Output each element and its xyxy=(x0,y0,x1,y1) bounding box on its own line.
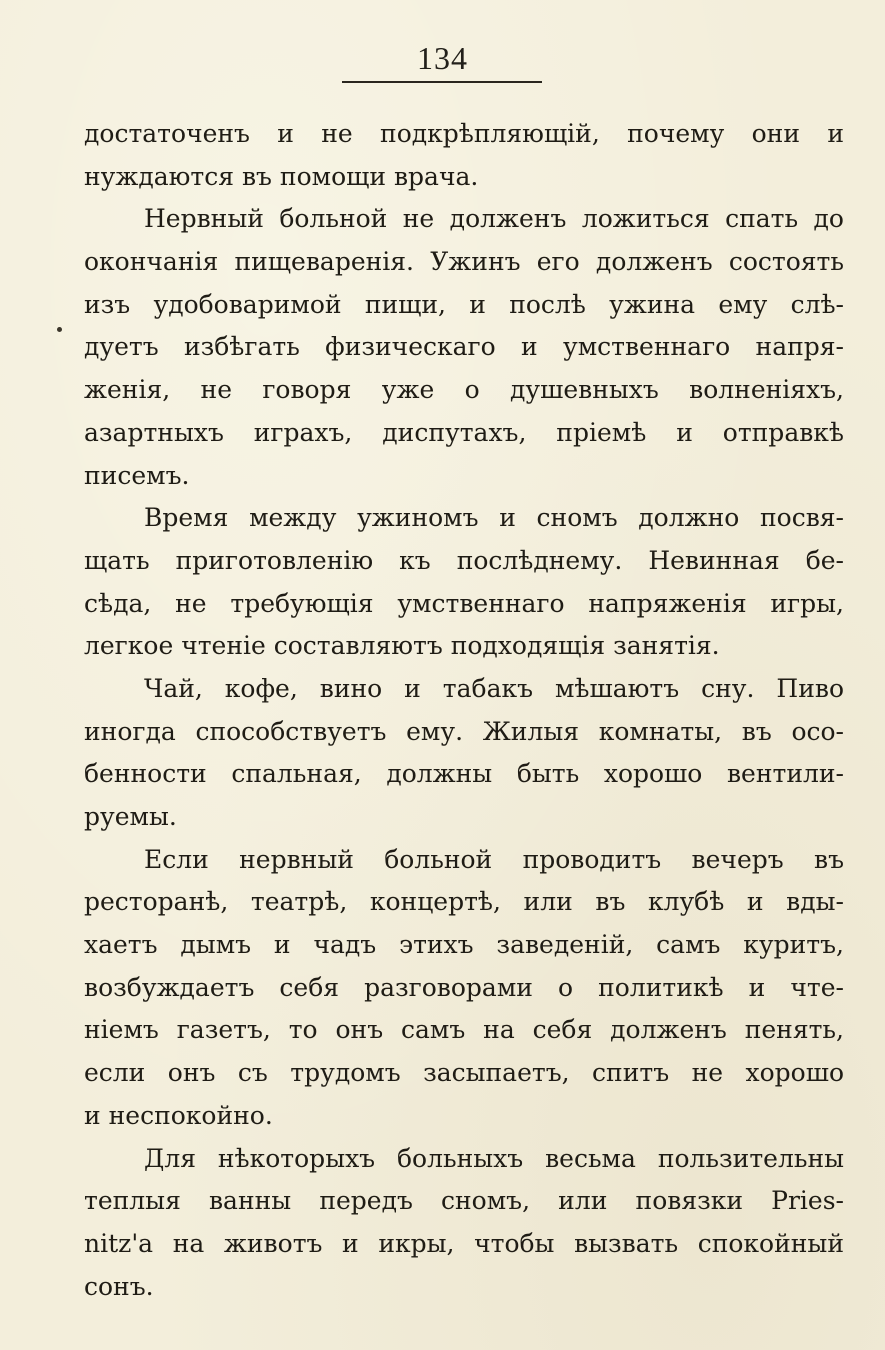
text-line: Для нѣкоторыхъ больныхъ весьма пользительны xyxy=(144,1143,844,1173)
text-line: Время между ужиномъ и сномъ должно посвя- xyxy=(144,503,844,533)
body-text xyxy=(84,113,844,1308)
text-line: сѣда, не требующія умственнаго напряженія игры, xyxy=(84,588,844,618)
text-line: легкое чтеніе составляютъ подходящія занятія. xyxy=(84,631,720,661)
text-line: окончанія пищеваренія. Ужинъ его долженъ состоять xyxy=(84,247,844,277)
text-line: щать приготовленію къ послѣднему. Невинная бе- xyxy=(84,545,844,575)
text-line: Чай, кофе, вино и табакъ мѣшаютъ сну. Пиво xyxy=(144,673,844,703)
text-line: Нервный больной не долженъ ложиться спать до xyxy=(144,204,844,234)
text-line: иногда способствуетъ ему. Жилыя комнаты, въ осо- xyxy=(84,716,844,746)
text-line: возбуждаетъ себя разговорами о политикѣ и чте- xyxy=(84,972,844,1002)
text-line: и неспокойно. xyxy=(84,1100,273,1130)
text-line: бенности спальная, должны быть хорошо вентили- xyxy=(84,759,844,789)
page-number: 134 xyxy=(417,40,468,76)
text-line: сонъ. xyxy=(84,1271,154,1301)
text-line: дуетъ избѣгать физическаго и умственнаго напря- xyxy=(84,332,844,362)
text-line: писемъ. xyxy=(84,460,190,490)
text-line: ресторанѣ, театрѣ, концертѣ, или въ клубѣ и вды- xyxy=(84,887,844,917)
text-line: достаточенъ и не подкрѣпляющій, почему они и xyxy=(84,119,844,148)
text-line: теплыя ванны передъ сномъ, или повязки Pries- xyxy=(84,1186,844,1216)
text-line: ніемъ газетъ, то онъ самъ на себя долженъ пенять, xyxy=(84,1015,844,1045)
text-line: nitz'а на животъ и икры, чтобы вызвать спокойный xyxy=(84,1228,844,1258)
text-line: руемы. xyxy=(84,802,177,831)
text-line: Если нервный больной проводитъ вечеръ въ xyxy=(144,844,844,874)
paragraph xyxy=(84,668,844,839)
text-line: женія, не говоря уже о душевныхъ волненіяхъ, xyxy=(84,375,844,405)
header-rule xyxy=(342,81,542,83)
text-line: если онъ съ трудомъ засыпаетъ, спитъ не хорошо xyxy=(84,1058,844,1088)
text-line: хаетъ дымъ и чадъ этихъ заведеній, самъ куритъ, xyxy=(84,930,844,960)
text-line: нуждаются въ помощи врача. xyxy=(84,161,479,191)
paragraph xyxy=(84,497,844,668)
text-line: азартныхъ играхъ, диспутахъ, пріемѣ и отправкѣ xyxy=(84,417,844,447)
margin-dot xyxy=(57,327,62,332)
text-line: изъ удобоваримой пищи, и послѣ ужина ему слѣ- xyxy=(84,289,844,319)
paragraph xyxy=(84,113,844,198)
paragraph xyxy=(84,839,844,1138)
paragraph xyxy=(84,198,844,497)
paragraph xyxy=(84,1138,844,1309)
